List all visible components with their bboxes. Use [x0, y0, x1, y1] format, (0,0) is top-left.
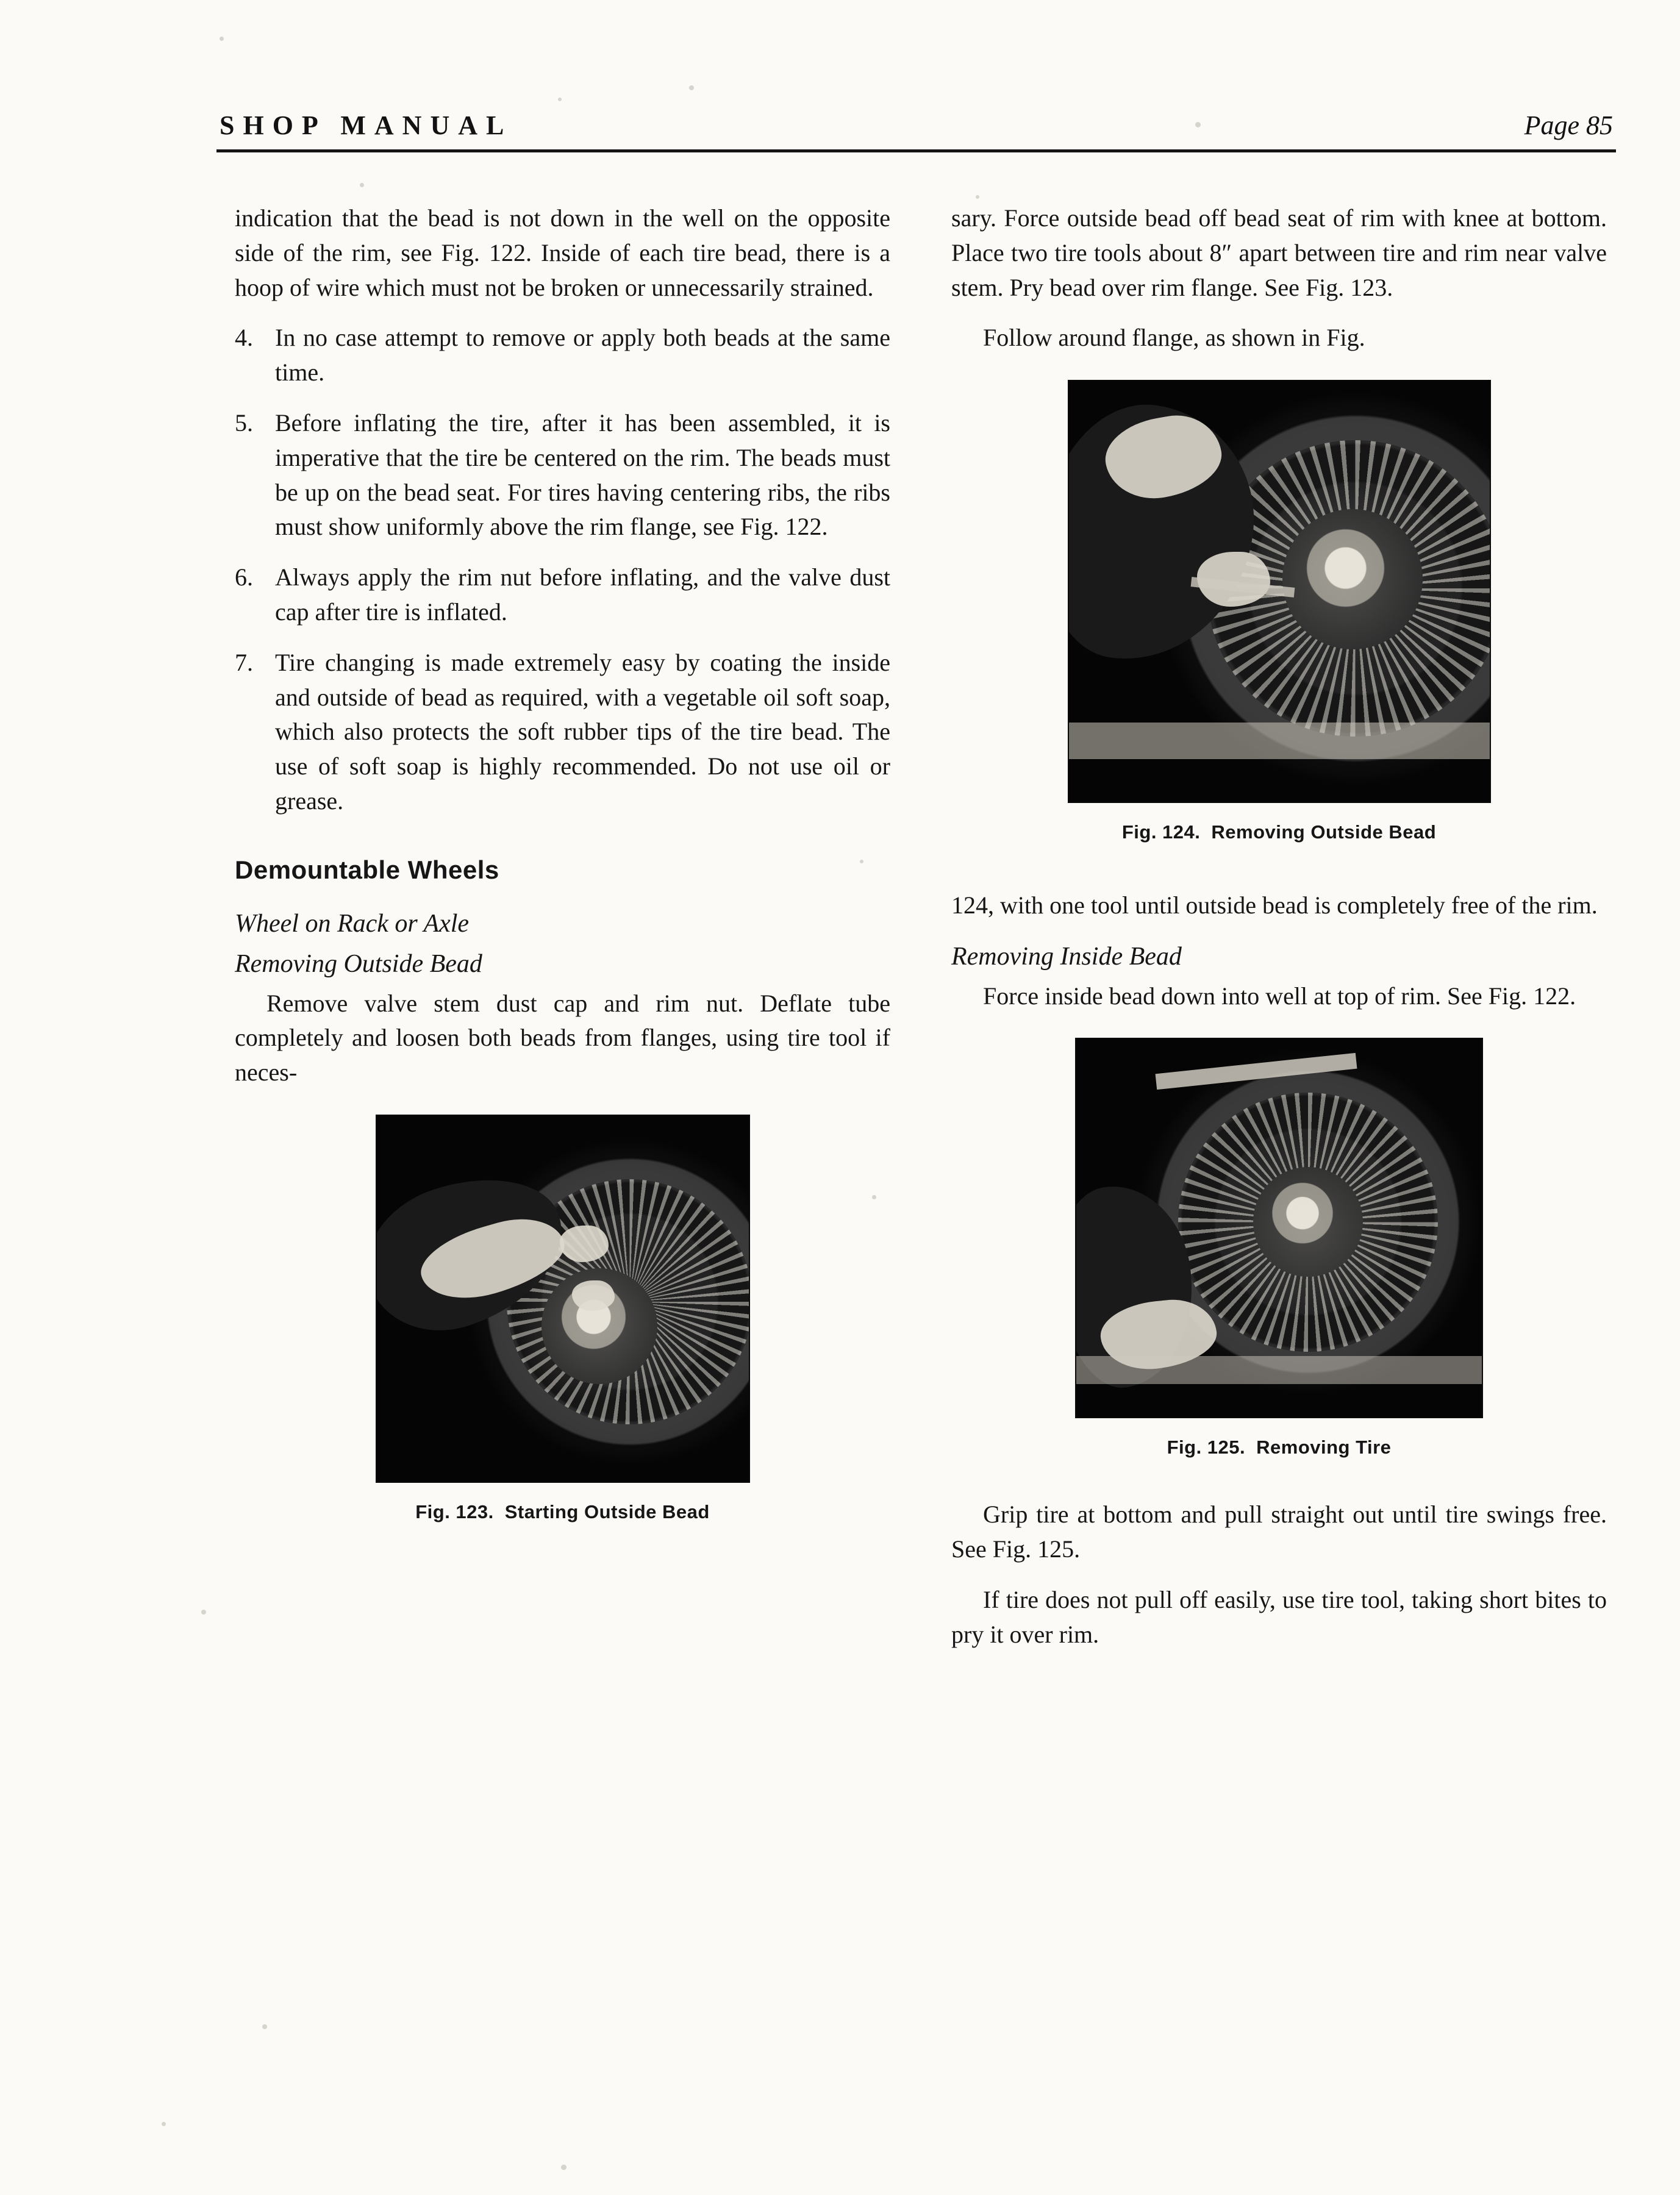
photo-glare — [1223, 1143, 1393, 1313]
list-item — [235, 560, 890, 630]
list-item — [235, 406, 890, 544]
list-item — [235, 646, 890, 819]
figure-125-caption — [951, 1434, 1607, 1461]
subheading-removing-inside-bead: Removing Inside Bead — [951, 943, 1182, 971]
figure-123 — [235, 1115, 890, 1526]
paper-speck — [360, 183, 364, 187]
list-item-text: Before inflating the tire, after it has been assembled, it is imperative that the tire be centered on the rim. The beads must be up on the bead seat. For tires having centering ribs, the ribs must show uniformly above the rim flange, see Fig. 122. — [275, 409, 890, 541]
figure-124 — [951, 380, 1607, 846]
header-divider — [216, 149, 1616, 152]
list-item-number: 7. — [235, 648, 253, 676]
paper-speck — [561, 2165, 567, 2170]
paper-speck — [162, 2122, 166, 2126]
list-item-text: In no case attempt to remove or apply both beads at the same time. — [275, 324, 890, 387]
list-item-number: 6. — [235, 563, 253, 591]
paper-speck — [976, 195, 979, 199]
photo-glare — [517, 1244, 676, 1402]
page-header — [220, 110, 1613, 141]
figure-124-caption — [951, 819, 1607, 846]
paragraph-if-tire-does-not-pull-off: If tire does not pull off easily, use tire tool, taking short bites to pry it over rim. — [951, 1586, 1607, 1648]
paragraph-follow-around-flange: Follow around flange, as shown in Fig. — [983, 324, 1365, 352]
list-item-number: 4. — [235, 324, 253, 352]
figure-123-image — [376, 1115, 750, 1483]
manual-title: SHOP MANUAL — [220, 110, 513, 140]
list-item-number: 5. — [235, 409, 253, 437]
floor-highlight — [1069, 723, 1490, 759]
page-number: Page 85 — [1524, 110, 1613, 140]
figure-123-photo — [377, 1116, 749, 1482]
right-column — [951, 201, 1607, 1668]
figure-125 — [951, 1038, 1607, 1461]
paragraph-continuation-right: sary. Force outside bead off bead seat of rim with knee at bottom. Place two tire tools about 8″ apart between tire and rim near valve stem. Pry bead over rim flange. See Fig. 123. — [951, 204, 1607, 301]
floor-highlight — [1076, 1356, 1482, 1384]
paragraph-force-inside-bead: Force inside bead down into well at top of rim. See Fig. 122. — [983, 982, 1576, 1010]
paragraph-124-continuation: 124, with one tool until outside bead is completely free of the rim. — [951, 891, 1598, 919]
figure-123-title: Starting Outside Bead — [504, 1501, 710, 1523]
figure-124-title: Removing Outside Bead — [1211, 821, 1437, 843]
subheading-wheel-on-rack-or-axle: Wheel on Rack or Axle — [235, 910, 470, 938]
paragraph-grip-tire: Grip tire at bottom and pull straight out until tire swings free. See Fig. 125. — [951, 1501, 1607, 1563]
figure-125-image — [1075, 1038, 1483, 1418]
list-item-text: Tire changing is made extremely easy by coating the inside and outside of bead as required, with a vegetable oil soft soap, which also protects the soft rubber tips of the tire bead. The use of soft soap is highly recommended. Do not use oil or grease. — [275, 648, 890, 815]
section-heading-demountable-wheels: Demountable Wheels — [235, 855, 499, 884]
paper-speck — [689, 85, 694, 90]
list-item-text: Always apply the rim nut before inflating, and the valve dust cap after tire is inflated. — [275, 563, 890, 626]
figure-125-photo — [1076, 1039, 1482, 1417]
figure-123-caption — [235, 1499, 890, 1526]
figure-124-photo — [1069, 381, 1490, 802]
figure-123-number: Fig. 123. — [415, 1501, 494, 1523]
photo-glare — [1252, 485, 1435, 668]
figure-125-number: Fig. 125. — [1167, 1437, 1246, 1458]
subheading-removing-outside-bead: Removing Outside Bead — [235, 950, 482, 978]
paper-speck — [201, 1610, 206, 1615]
left-column — [235, 201, 890, 1532]
paper-speck — [262, 2024, 267, 2029]
figure-124-image — [1068, 380, 1491, 803]
figure-124-number: Fig. 124. — [1121, 821, 1201, 843]
figure-125-title: Removing Tire — [1256, 1437, 1392, 1458]
paragraph-continuation: indication that the bead is not down in the well on the opposite side of the rim, see Fig. 122. Inside of each tire bead, there is a hoop of wire which must not be broken or unnecessarily strained. — [235, 204, 890, 301]
paragraph-remove-valve-stem: Remove valve stem dust cap and rim nut. Deflate tube completely and loosen both beads from flanges, using tire tool if neces- — [235, 989, 890, 1087]
paper-speck — [220, 37, 224, 41]
paper-speck — [558, 98, 562, 101]
list-item — [235, 321, 890, 390]
